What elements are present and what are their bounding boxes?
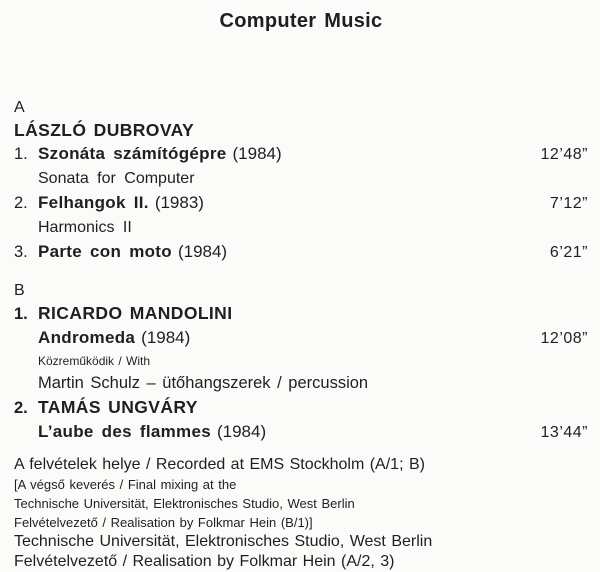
side-b-label: B — [14, 282, 25, 299]
track-row — [14, 420, 588, 445]
track-row — [14, 326, 588, 351]
track-duration: 12’48” — [540, 146, 588, 163]
credit-line: Technische Universität, Elektronisches Studio, West Berlin — [14, 533, 433, 550]
credit-line: [A végső keverés / Final mixing at the — [14, 477, 237, 492]
track-subtitle: Sonata for Computer — [38, 170, 195, 187]
track-year: (1984) — [232, 144, 282, 163]
track-title: Andromeda — [38, 328, 136, 347]
track-year: (1984) — [216, 422, 267, 441]
track-title-group — [38, 142, 282, 166]
artist-name: LÁSZLÓ DUBROVAY — [14, 120, 195, 140]
track-year: (1984) — [141, 328, 191, 347]
track-row — [14, 191, 588, 216]
track-title-group — [38, 420, 266, 444]
credit-line: A felvételek helye / Recorded at EMS Stockholm (A/1; B) — [14, 456, 425, 473]
track-title: Szonáta számítógépre — [38, 144, 227, 163]
track-duration: 6’21” — [549, 244, 588, 261]
artist-name: RICARDO MANDOLINI — [38, 303, 233, 323]
track-row — [14, 240, 588, 265]
track-number: 1. — [14, 305, 28, 323]
track-number: 2. — [14, 399, 28, 417]
track-title-group — [38, 191, 204, 215]
track-duration: 13’44” — [540, 424, 588, 441]
page-title: Computer Music — [219, 10, 383, 32]
track-title-group — [38, 240, 227, 264]
track-year: (1983) — [154, 193, 204, 212]
track-number: 1. — [14, 145, 28, 163]
artist-name: TAMÁS UNGVÁRY — [38, 397, 198, 417]
track-duration: 12’08” — [540, 330, 588, 347]
credit-line: Felvételvezető / Realisation by Folkmar Hein (B/1)] — [14, 515, 313, 530]
credit-performer: Martin Schulz – ütőhangszerek / percussion — [38, 374, 369, 392]
track-title: Parte con moto — [38, 242, 172, 261]
credit-label: Közreműködik / With — [38, 354, 151, 368]
credit-line: Technische Universität, Elektronisches Studio, West Berlin — [14, 496, 355, 511]
track-title: L’aube des flammes — [38, 422, 211, 441]
recording-credits — [14, 455, 588, 572]
artist-row — [14, 301, 588, 326]
artist-row — [14, 395, 588, 420]
track-subtitle: Harmonics II — [38, 219, 132, 236]
credit-line: Felvételvezető / Realisation by Folkmar Hein (A/2, 3) — [14, 553, 395, 570]
track-title-group — [38, 326, 190, 350]
section-side-a — [14, 98, 588, 265]
side-a-label: A — [14, 99, 25, 116]
track-row — [14, 142, 588, 167]
track-number: 3. — [14, 243, 28, 261]
track-number: 2. — [14, 194, 28, 212]
section-side-b — [14, 281, 588, 445]
track-title: Felhangok II. — [38, 193, 149, 212]
track-duration: 7’12” — [549, 195, 588, 212]
track-year: (1984) — [177, 242, 228, 261]
